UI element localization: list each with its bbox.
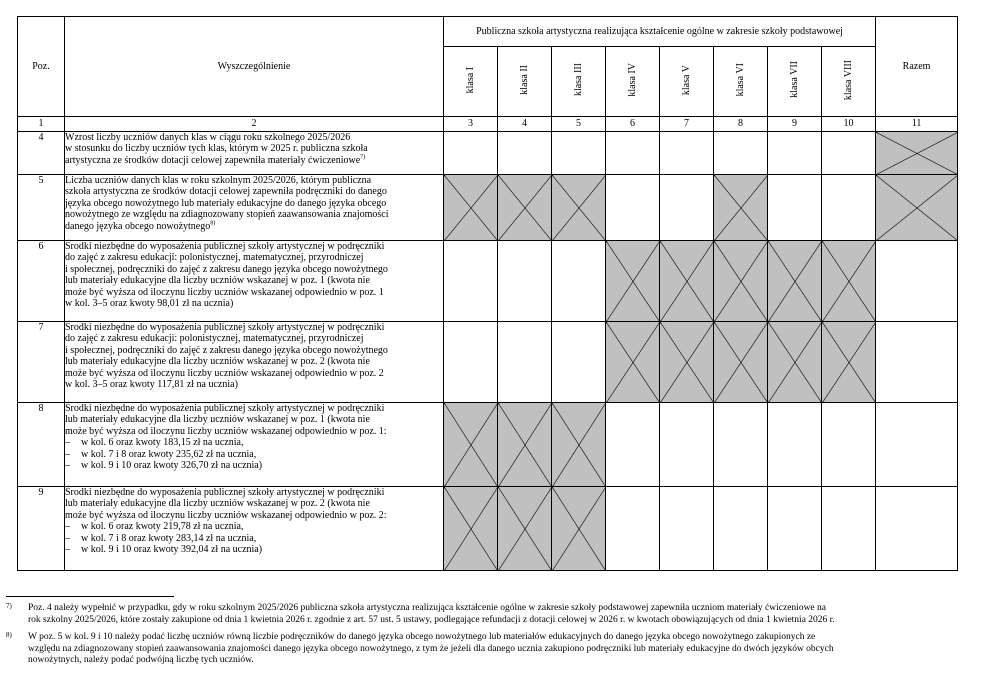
input-cell[interactable] <box>768 132 822 175</box>
description-line <box>65 345 443 356</box>
input-cell[interactable] <box>822 175 876 241</box>
input-cell[interactable] <box>660 175 714 241</box>
row-poz: 9 <box>18 487 65 571</box>
header-class-2 <box>498 47 552 117</box>
list-item-text: w kol. 7 i 8 oraz kwoty 283,14 zł na ucznia, <box>81 532 257 544</box>
description-line <box>65 426 443 437</box>
description-text: Wzrost liczby uczniów danych klas w ciągu roku szkolnego 2025/2026 <box>65 132 351 143</box>
input-cell[interactable] <box>768 175 822 241</box>
crossed-cell <box>876 132 958 175</box>
crossed-cell <box>714 241 768 322</box>
crossed-cell <box>606 322 660 403</box>
description-text: i społecznej, podręczniki do zajęć z zakresu danego języka obcego nowożytnego <box>65 344 388 356</box>
column-number-8: 8 <box>714 117 768 132</box>
list-dash: – <box>65 460 70 472</box>
crossed-cell <box>660 241 714 322</box>
description-line <box>65 198 443 209</box>
header-class-label: klasa V <box>680 64 692 95</box>
header-class-6 <box>714 47 768 117</box>
description-line <box>65 498 443 509</box>
description-line <box>65 186 443 197</box>
header-poz: Poz. <box>18 17 65 117</box>
form-table-wrapper <box>17 16 958 571</box>
footnote-line: nowożytnych, należy podać podwójną liczbę tych uczniów. <box>28 655 254 665</box>
footnote-reference: 8) <box>210 220 216 227</box>
footnote-line: względu na zdiagnozowany stopień zaawansowania znajomości danego języka obcego nowożytnego, z tym że jeżeli dla danego ucznia zakupiono podręczniki lub materiały edukacyjne do dwóch języków obcych <box>28 643 834 654</box>
description-line <box>65 414 443 425</box>
row-poz: 7 <box>18 322 65 403</box>
input-cell[interactable] <box>552 322 606 403</box>
input-cell[interactable] <box>768 403 822 487</box>
footnote-separator <box>6 596 174 597</box>
crossed-cell <box>822 241 876 322</box>
header-class-7 <box>768 47 822 117</box>
row-description <box>65 241 444 322</box>
description-line <box>65 487 443 498</box>
description-line <box>65 175 443 186</box>
list-dash: – <box>65 544 70 556</box>
footnote-body <box>28 603 835 626</box>
description-line <box>65 221 443 232</box>
description-list-item <box>65 521 443 532</box>
column-number-5: 5 <box>552 117 606 132</box>
input-cell[interactable] <box>822 403 876 487</box>
crossed-cell <box>768 322 822 403</box>
description-text: artystyczna ze środków dotacji celowej zapewniła materiały ćwiczeniowe <box>65 154 361 166</box>
form-table <box>17 16 958 571</box>
description-line <box>65 403 443 414</box>
description-text: Liczba uczniów danych klas w roku szkolnym 2025/2026, którym publiczna <box>65 175 372 186</box>
footnote-mark: 7) <box>6 602 12 610</box>
crossed-cell <box>714 175 768 241</box>
footnote-line: Poz. 4 należy wypełnić w przypadku, gdy w roku szkolnym 2025/2026 publiczna szkoła artystyczna realizująca kształcenie ogólne w zakresie szkoły podstawowej zapewniła uczniom materiały ćwiczeniowe na <box>28 603 826 613</box>
footnote-line: W poz. 5 w kol. 9 i 10 należy podać liczbę uczniów równą liczbie podręczników do danego języka obcego nowożytnego lub materiałów edukacyjnych do danego języka obcego nowożytnego zakupionych ze <box>28 632 816 642</box>
list-dash: – <box>65 437 70 449</box>
input-cell[interactable] <box>768 487 822 571</box>
description-text: danego języka obcego nowożytnego <box>65 220 211 232</box>
description-line <box>65 510 443 521</box>
crossed-cell <box>444 487 498 571</box>
crossed-cell <box>768 241 822 322</box>
input-cell[interactable] <box>606 403 660 487</box>
input-cell[interactable] <box>498 322 552 403</box>
description-text: Środki niezbędne do wyposażenia publicznej szkoły artystycznej w podręczniki <box>65 487 385 498</box>
header-class-label: klasa I <box>464 66 476 93</box>
header-class-4 <box>606 47 660 117</box>
description-text: szkoła artystyczna ze środków dotacji celowej zapewniła podręczniki do danego <box>65 186 387 198</box>
description-line <box>65 298 443 309</box>
row-description <box>65 175 444 241</box>
description-list-item <box>65 544 443 555</box>
table-row <box>18 132 958 175</box>
crossed-cell <box>498 403 552 487</box>
description-text: Środki niezbędne do wyposażenia publicznej szkoły artystycznej w podręczniki <box>65 322 385 333</box>
crossed-cell <box>822 322 876 403</box>
row-description <box>65 403 444 487</box>
header-class-3 <box>552 47 606 117</box>
description-text: Środki niezbędne do wyposażenia publicznej szkoły artystycznej w podręczniki <box>65 403 385 414</box>
header-razem: Razem <box>876 17 958 117</box>
header-class-label: klasa VII <box>788 61 800 99</box>
description-line <box>65 368 443 379</box>
row-poz: 5 <box>18 175 65 241</box>
column-number-4: 4 <box>498 117 552 132</box>
description-line <box>65 143 443 154</box>
crossed-cell <box>444 403 498 487</box>
row-poz: 6 <box>18 241 65 322</box>
header-group: Publiczna szkoła artystyczna realizująca kształcenie ogólne w zakresie szkoły podstawowej <box>444 17 876 47</box>
crossed-cell <box>498 175 552 241</box>
description-line <box>65 287 443 298</box>
input-cell[interactable] <box>444 132 498 175</box>
input-cell[interactable] <box>876 241 958 322</box>
column-number-3: 3 <box>444 117 498 132</box>
input-cell[interactable] <box>552 132 606 175</box>
list-item-text: w kol. 9 i 10 oraz kwoty 326,70 zł na ucznia) <box>81 460 263 472</box>
crossed-cell <box>660 322 714 403</box>
input-cell[interactable] <box>714 487 768 571</box>
description-line <box>65 275 443 286</box>
table-row <box>18 322 958 403</box>
description-line <box>65 252 443 263</box>
description-line <box>65 322 443 333</box>
description-text: lub materiały edukacyjne dla liczby uczniów wskazanej w poz. 2 (kwota nie <box>65 356 370 368</box>
list-item-text: w kol. 6 oraz kwoty 219,78 zł na ucznia, <box>81 521 244 533</box>
description-text: może być wyższa od iloczynu liczby uczniów wskazanej odpowiednio w poz. 1: <box>65 425 387 437</box>
header-class-label: klasa VI <box>734 63 746 97</box>
input-cell[interactable] <box>822 487 876 571</box>
row-poz: 8 <box>18 403 65 487</box>
description-text: nowożytnego ze względu na zdiagnozowany stopień zaawansowania znajomości <box>65 209 389 221</box>
table-row <box>18 175 958 241</box>
input-cell[interactable] <box>876 403 958 487</box>
list-dash: – <box>65 532 70 544</box>
description-text: może być wyższa od iloczynu liczby uczniów wskazanej odpowiednio w poz. 1 <box>65 286 384 298</box>
column-number-11: 11 <box>876 117 958 132</box>
row-description <box>65 322 444 403</box>
footnote-reference: 7) <box>360 154 366 161</box>
header-class-label: klasa II <box>518 64 530 95</box>
table-row <box>18 241 958 322</box>
column-number-9: 9 <box>768 117 822 132</box>
list-item-text: w kol. 7 i 8 oraz kwoty 235,62 zł na ucznia, <box>81 448 257 460</box>
list-item-text: w kol. 9 i 10 oraz kwoty 392,04 zł na ucznia) <box>81 544 263 556</box>
crossed-cell <box>876 175 958 241</box>
description-text: w kol. 3–5 oraz kwoty 98,01 zł na ucznia) <box>65 298 234 310</box>
row-description <box>65 487 444 571</box>
description-text: może być wyższa od iloczynu liczby uczniów wskazanej odpowiednio w poz. 2: <box>65 509 387 521</box>
input-cell[interactable] <box>498 132 552 175</box>
input-cell[interactable] <box>876 487 958 571</box>
input-cell[interactable] <box>660 487 714 571</box>
description-list-item <box>65 460 443 471</box>
description-list-item <box>65 533 443 544</box>
column-number-7: 7 <box>660 117 714 132</box>
input-cell[interactable] <box>660 403 714 487</box>
input-cell[interactable] <box>714 403 768 487</box>
column-number-6: 6 <box>606 117 660 132</box>
description-line <box>65 333 443 344</box>
input-cell[interactable] <box>552 241 606 322</box>
input-cell[interactable] <box>444 322 498 403</box>
description-list-item <box>65 437 443 448</box>
input-cell[interactable] <box>498 241 552 322</box>
description-text: Środki niezbędne do wyposażenia publicznej szkoły artystycznej w podręczniki <box>65 241 385 252</box>
table-row <box>18 487 958 571</box>
description-line <box>65 264 443 275</box>
table-row <box>18 403 958 487</box>
description-text: może być wyższa od iloczynu liczby uczniów wskazanej odpowiednio w poz. 2 <box>65 367 384 379</box>
crossed-cell <box>714 322 768 403</box>
crossed-cell <box>606 241 660 322</box>
input-cell[interactable] <box>822 132 876 175</box>
column-number-1: 1 <box>18 117 65 132</box>
input-cell[interactable] <box>876 322 958 403</box>
row-description <box>65 132 444 175</box>
description-text: i społecznej, podręczniki do zajęć z zakresu danego języka obcego nowożytnego <box>65 263 388 275</box>
description-text: lub materiały edukacyjne dla liczby uczniów wskazanej w poz. 1 (kwota nie <box>65 275 370 287</box>
description-text: do zajęć z zakresu edukacji: polonistycznej, matematycznej, przyrodniczej <box>65 252 364 264</box>
description-text: języka obcego nowożytnego lub materiały edukacyjne do danego języka obcego <box>65 197 387 209</box>
list-dash: – <box>65 521 70 533</box>
column-number-2: 2 <box>65 117 444 132</box>
input-cell[interactable] <box>606 175 660 241</box>
description-line <box>65 132 443 143</box>
header-class-label: klasa VIII <box>842 59 854 100</box>
description-line <box>65 155 443 166</box>
description-text: do zajęć z zakresu edukacji: polonistycznej, matematycznej, przyrodniczej <box>65 333 364 345</box>
input-cell[interactable] <box>714 132 768 175</box>
description-text: lub materiały edukacyjne dla liczby uczniów wskazanej w poz. 1 (kwota nie <box>65 414 370 426</box>
crossed-cell <box>552 175 606 241</box>
description-line <box>65 379 443 390</box>
header-class-8 <box>822 47 876 117</box>
header-class-5 <box>660 47 714 117</box>
header-class-1 <box>444 47 498 117</box>
description-line <box>65 356 443 367</box>
description-text: lub materiały edukacyjne dla liczby uczniów wskazanej w poz. 2 (kwota nie <box>65 498 370 510</box>
list-dash: – <box>65 448 70 460</box>
column-number-10: 10 <box>822 117 876 132</box>
crossed-cell <box>552 403 606 487</box>
crossed-cell <box>498 487 552 571</box>
footnote-mark: 8) <box>6 631 12 639</box>
crossed-cell <box>552 487 606 571</box>
description-line <box>65 209 443 220</box>
input-cell[interactable] <box>660 132 714 175</box>
crossed-cell <box>444 175 498 241</box>
row-poz: 4 <box>18 132 65 175</box>
description-list-item <box>65 449 443 460</box>
input-cell[interactable] <box>606 132 660 175</box>
header-wyszczegolnienie: Wyszczególnienie <box>65 17 444 117</box>
input-cell[interactable] <box>606 487 660 571</box>
footnote-body <box>28 632 834 667</box>
footnote-line: rok szkolny 2025/2026, które zostały zakupione od dnia 1 kwietnia 2026 r. zgodnie z art. 57 ust. 5 ustawy, podlegające refundacji z dotacji celowej w 2026 r. w kwotach obowiązujących od dnia 1 kwietnia 2026 r. <box>28 614 835 625</box>
description-text: w kol. 3–5 oraz kwoty 117,81 zł na ucznia) <box>65 379 238 391</box>
input-cell[interactable] <box>444 241 498 322</box>
header-class-label: klasa IV <box>626 62 638 97</box>
header-class-label: klasa III <box>572 63 584 97</box>
description-text: w stosunku do liczby uczniów tych klas, którym w 2025 r. publiczna szkoła <box>65 143 368 155</box>
list-item-text: w kol. 6 oraz kwoty 183,15 zł na ucznia, <box>81 437 244 449</box>
description-line <box>65 241 443 252</box>
